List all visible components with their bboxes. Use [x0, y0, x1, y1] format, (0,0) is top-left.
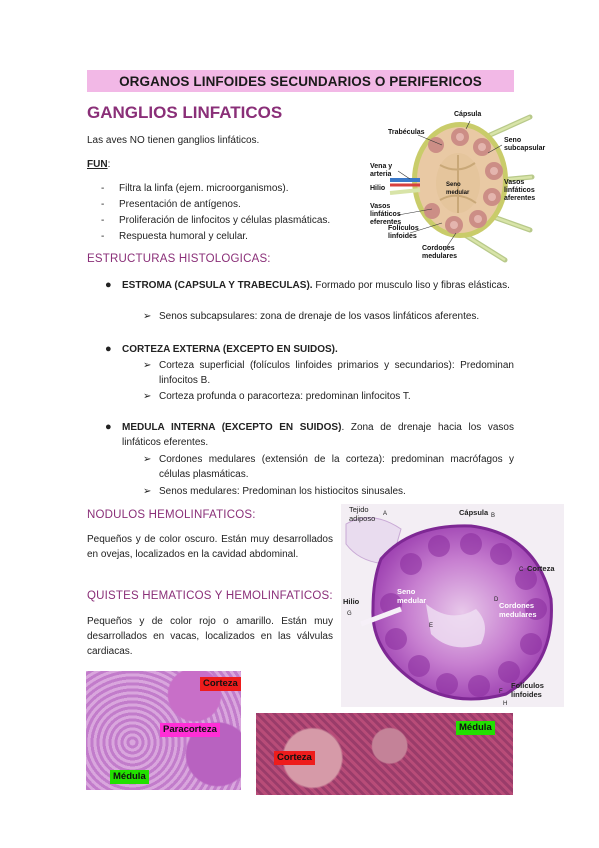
photo-right-micrograph [256, 713, 513, 795]
medula-sub-text-2: Senos medulares: Predominan los histiocitos sinusales. [159, 486, 406, 497]
nodulos-text: Pequeños y de color oscuro. Están muy desarrollados en ovejas, localizados en la cavidad abdominal. [87, 534, 333, 560]
bullet-icon: ● [105, 421, 112, 433]
micro-label-tejido-adiposo: Tejido adiposo [349, 505, 376, 523]
micro-label-seno-medular: Seno medular [397, 587, 427, 605]
medula-bold: MEDULA INTERNA (EXCEPTO EN SUIDOS) [122, 422, 342, 433]
micro-label-e: E [429, 623, 434, 629]
corteza-sub-text-2: Corteza profunda o paracorteza: predominan linfocitos T. [159, 391, 411, 402]
arrow-bullet-icon: ➢ [143, 311, 152, 322]
diagram-label-seno-medular: Seno medular [446, 182, 470, 196]
tag-medula: Médula [456, 721, 495, 735]
micro-label-foliculos: Folículos linfoides [511, 681, 544, 699]
diagram-label-vena-arteria: Vena y arteria [370, 163, 393, 178]
corteza-bold: CORTEZA EXTERNA (EXCEPTO EN SUIDOS). [122, 344, 338, 355]
lymph-node-micrograph [341, 504, 564, 707]
medula-sub-item-2 [143, 484, 514, 499]
micro-label-corteza: Corteza [527, 564, 555, 573]
diagram-label-hilio: Hilio [370, 185, 386, 192]
diagram-label-trabeculas: Trabéculas [388, 129, 425, 136]
micro-label-d: D [494, 597, 499, 603]
micro-label-cordones: Cordones medulares [499, 601, 537, 619]
micro-label-c: C [519, 567, 524, 573]
list-item: - Filtra la linfa (ejem. microorganismos). [87, 181, 377, 197]
photo-left-micrograph [86, 671, 241, 790]
page-title: ORGANOS LINFOIDES SECUNDARIOS O PERIFERICOS [87, 70, 514, 92]
estroma-bold: ESTROMA (CAPSULA Y TRABECULAS). [122, 280, 313, 291]
estroma-item [105, 278, 514, 293]
medula-sub-text-1: Cordones medulares (extensión de la corteza): predominan macrófagos y células plasmáticas. [159, 454, 514, 480]
tag-corteza: Corteza [200, 677, 241, 691]
diagram-label-seno-subcapsular: Seno subcapsular [504, 137, 546, 152]
diagram-label-vasos-eferentes: Vasos linfáticos eferentes [370, 203, 402, 226]
micro-label-g: G [347, 611, 352, 617]
arrow-bullet-icon: ➢ [143, 454, 152, 465]
estroma-sub-text: Senos subcapsulares: zona de drenaje de los vasos linfáticos aferentes. [159, 311, 480, 322]
quistes-text: Pequeños y de color rojo o amarillo. Están muy desarrollados en vacas, localizados en las válvulas cardiacas. [87, 616, 333, 657]
tag-paracorteza: Paracorteza [160, 723, 220, 737]
ganglios-intro: Las aves NO tienen ganglios linfáticos. [87, 135, 260, 146]
list-item: - Respuesta humoral y celular. [87, 229, 377, 245]
arrow-bullet-icon: ➢ [143, 486, 152, 497]
medula-text: . Zona de drenaje hacia los vasos linfáticos eferentes. [122, 422, 514, 448]
nodulos-heading: NODULOS HEMOLINFATICOS: [87, 509, 256, 521]
diagram-label-capsula: Cápsula [454, 111, 482, 118]
corteza-sub-text-1: Corteza superficial (folículos linfoides primarios y secundarios): Predominan linfocitos B. [159, 360, 514, 386]
corteza-item [105, 342, 514, 357]
quistes-heading: QUISTES HEMATICOS Y HEMOLINFATICOS: [87, 590, 333, 602]
tag-medula: Médula [110, 770, 149, 784]
arrow-bullet-icon: ➢ [143, 360, 152, 371]
bullet-icon: ● [105, 343, 112, 355]
diagram-label-vasos-aferentes: Vasos linfáticos aferentes [504, 179, 536, 202]
fun-label: FUN [87, 159, 108, 170]
micro-label-h: H [503, 701, 508, 707]
micro-label-f: F [499, 689, 503, 695]
diagram-label-foliculos: Folículos linfoides [388, 225, 419, 240]
medula-sub-item-1 [143, 452, 514, 482]
bullet-icon: ● [105, 279, 112, 291]
diagram-label-cordones: Cordones medulares [422, 245, 458, 260]
tag-corteza: Corteza [274, 751, 315, 765]
arrow-bullet-icon: ➢ [143, 391, 152, 402]
list-item: - Presentación de antígenos. [87, 197, 377, 213]
fun-list [87, 181, 377, 245]
corteza-sub-item-1 [143, 358, 514, 388]
corteza-sub-item-2 [143, 389, 514, 404]
list-item: - Proliferación de linfocitos y células plasmáticas. [87, 213, 377, 229]
medula-item [105, 420, 514, 450]
lymph-node-diagram [370, 105, 546, 263]
micro-label-a: A [383, 511, 388, 517]
ganglios-heading: GANGLIOS LINFATICOS [87, 103, 283, 122]
micro-label-capsula: Cápsula [459, 508, 489, 517]
micro-label-hilio: Hilio [343, 597, 360, 606]
fun-colon: : [107, 159, 111, 170]
estroma-sub-item [143, 309, 514, 324]
micro-label-b: B [491, 513, 496, 519]
estroma-text: Formado por musculo liso y fibras elásticas. [312, 280, 510, 291]
estructuras-heading: ESTRUCTURAS HISTOLOGICAS: [87, 253, 271, 265]
fun-label-line [87, 157, 110, 172]
